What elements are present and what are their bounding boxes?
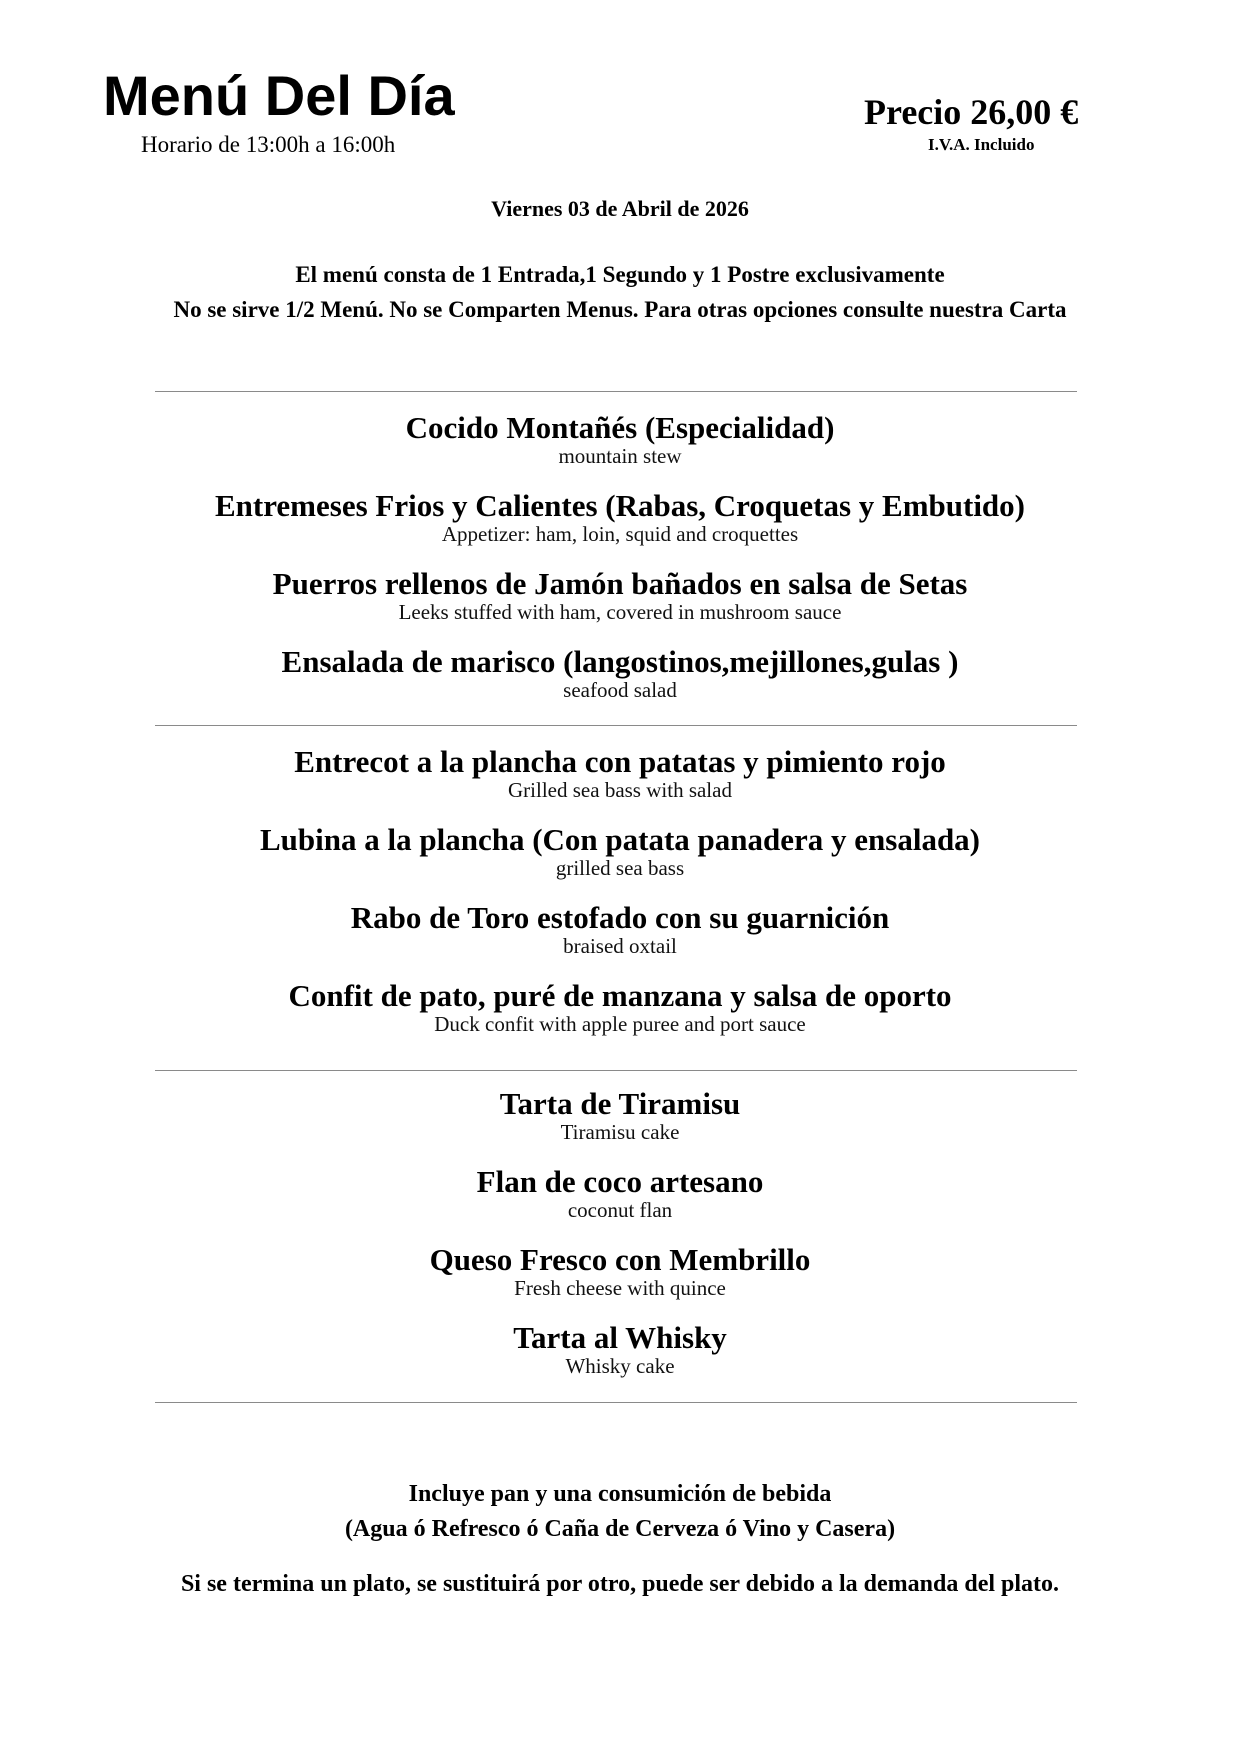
dish-item [0, 978, 1240, 1056]
dish-name: Entremeses Frios y Calientes (Rabas, Croquetas y Embutido) [214, 488, 1025, 523]
dish-item [0, 1086, 1240, 1164]
section-divider [155, 725, 1077, 726]
dish-name: Cocido Montañés (Especialidad) [405, 410, 835, 445]
desserts-section [0, 1086, 1240, 1398]
dish-description: coconut flan [567, 1198, 673, 1222]
opening-hours: Horario de 13:00h a 16:00h [141, 132, 396, 157]
dish-description: braised oxtail [563, 934, 677, 958]
dish-name: Puerros rellenos de Jamón bañados en salsa de Setas [272, 566, 968, 601]
substitution-note: Si se termina un plato, se sustituirá por otro, puede ser debido a la demanda del plato. [180, 1571, 1060, 1597]
section-divider [155, 1402, 1077, 1403]
dish-item [0, 410, 1240, 488]
dish-item [0, 744, 1240, 822]
dish-description: Whisky cake [565, 1354, 675, 1378]
dish-description: Leeks stuffed with ham, covered in mushroom sauce [398, 600, 842, 624]
dish-name: Confit de pato, puré de manzana y salsa de oporto [288, 978, 952, 1013]
section-divider [155, 391, 1077, 392]
menu-rule-sharing: No se sirve 1/2 Menú. No se Comparten Menus. Para otras opciones consulte nuestra Carta [173, 297, 1067, 322]
dish-item [0, 822, 1240, 900]
dish-description: Appetizer: ham, loin, squid and croquettes [441, 522, 799, 546]
dish-description: Tiramisu cake [560, 1120, 680, 1144]
dish-name: Flan de coco artesano [476, 1164, 764, 1199]
dish-name: Lubina a la plancha (Con patata panadera y ensalada) [259, 822, 981, 857]
dish-name: Rabo de Toro estofado con su guarnición [350, 900, 890, 935]
dish-description: Duck confit with apple puree and port sauce [434, 1012, 806, 1036]
section-divider [155, 1070, 1077, 1071]
dish-description: grilled sea bass [555, 856, 685, 880]
dish-description: seafood salad [563, 678, 677, 702]
dish-item [0, 488, 1240, 566]
dish-name: Ensalada de marisco (langostinos,mejillones,gulas ) [281, 644, 959, 679]
dish-name: Entrecot a la plancha con patatas y pimiento rojo [294, 744, 946, 779]
dish-item [0, 1164, 1240, 1242]
mains-section [0, 744, 1240, 1056]
menu-date: Viernes 03 de Abril de 2026 [491, 196, 749, 221]
dish-description: Fresh cheese with quince [514, 1276, 726, 1300]
dish-name: Tarta de Tiramisu [499, 1086, 741, 1121]
dish-description: Grilled sea bass with salad [508, 778, 732, 802]
dish-description: mountain stew [558, 444, 682, 468]
menu-title: Menú Del Día [103, 64, 455, 127]
dish-name: Queso Fresco con Membrillo [429, 1242, 811, 1277]
dish-item [0, 1320, 1240, 1398]
menu-rule-composition: El menú consta de 1 Entrada,1 Segundo y 1 Postre exclusivamente [295, 262, 945, 287]
dish-name: Tarta al Whisky [513, 1320, 727, 1355]
vat-note: I.V.A. Incluido [928, 135, 1035, 154]
menu-price: Precio 26,00 € [864, 92, 1079, 132]
dish-item [0, 900, 1240, 978]
dish-item [0, 1242, 1240, 1320]
drink-options: (Agua ó Refresco ó Caña de Cerveza ó Vino y Casera) [344, 1516, 896, 1542]
dish-item [0, 566, 1240, 644]
dish-item [0, 644, 1240, 722]
starters-section [0, 410, 1240, 722]
includes-bread-drink: Incluye pan y una consumición de bebida [408, 1481, 832, 1507]
